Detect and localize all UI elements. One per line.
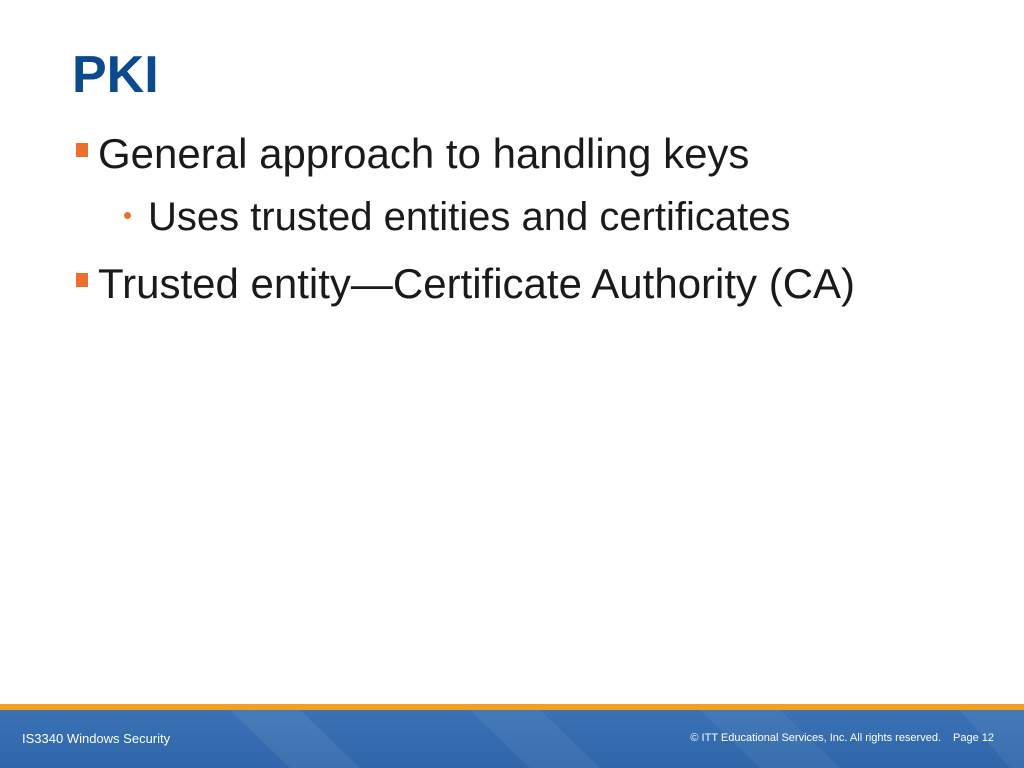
sub-bullet-text: Uses trusted entities and certificates xyxy=(148,195,791,239)
bullet-item xyxy=(76,130,749,178)
footer-course-name: IS3340 Windows Security xyxy=(22,731,171,746)
orange-dot-bullet-icon xyxy=(124,212,131,219)
bullet-text: Trusted entity—Certificate Authority (CA) xyxy=(98,260,856,307)
slide-title: PKI xyxy=(72,46,159,104)
footer-right-text xyxy=(690,732,994,744)
bullet-item xyxy=(76,260,855,308)
orange-square-bullet-icon xyxy=(76,143,88,157)
footer-copyright: © ITT Educational Services, Inc. All rights reserved. xyxy=(690,732,942,744)
footer-bar xyxy=(0,704,1024,768)
bullet-text: General approach to handling keys xyxy=(98,130,750,177)
footer-page-number: Page 12 xyxy=(953,732,994,744)
sub-bullet-item xyxy=(124,195,791,240)
orange-square-bullet-icon xyxy=(76,273,88,287)
